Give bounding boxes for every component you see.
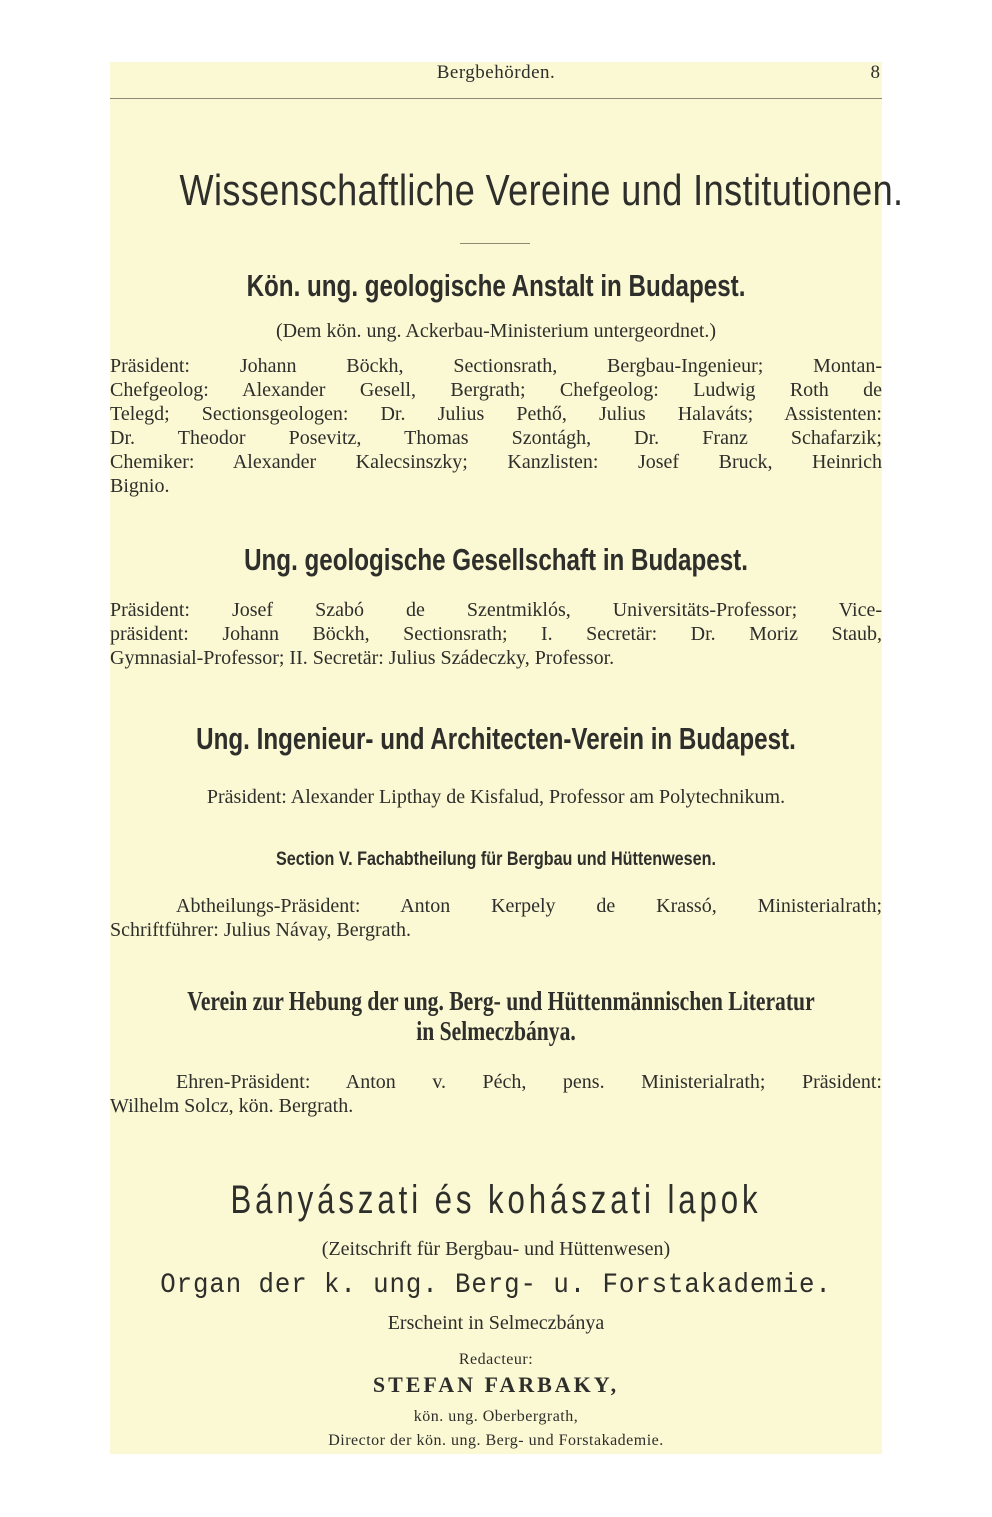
body-line: Bignio. [110, 475, 170, 497]
section-heading-ingenieur-verein: Ung. Ingenieur- und Architecten-Verein in Budapest. [196, 721, 796, 756]
section-body-verein [110, 1070, 882, 1118]
section-body-geologische-anstalt [110, 354, 882, 498]
advert-published: Erscheint in Selmeczbánya [387, 1312, 605, 1334]
section-heading-verein-line1: Verein zur Hebung der ung. Berg- und Hüttenmännischen Literatur [187, 986, 815, 1016]
section-heading-geologische-gesellschaft: Ung. geologische Gesellschaft in Budapest. [244, 542, 748, 577]
body-line: Wilhelm Solcz, kön. Bergrath. [110, 1095, 354, 1117]
section-subtitle: (Dem kön. ung. Ackerbau-Ministerium untergeordnet.) [275, 320, 717, 342]
body-line: Präsident: Josef Szabó de Szentmiklós, Universitäts-Professor; Vice- [110, 599, 882, 621]
advert-editor-name: STEFAN FARBAKY, [372, 1372, 620, 1397]
body-line: Telegd; Sectionsgeologen: Dr. Julius Pethő, Julius Halaváts; Assistenten: [110, 403, 882, 425]
document-page [110, 62, 904, 1454]
advert-editor-role: Director der kön. ung. Berg- und Forstakademie. [328, 1432, 664, 1449]
body-line: Chemiker: Alexander Kalecsinszky; Kanzlisten: Josef Bruck, Heinrich [110, 451, 882, 473]
subsection-body-section-v [110, 894, 882, 942]
section-heading-verein-line2: in Selmeczbánya. [416, 1016, 576, 1046]
body-line: Ehren-Präsident: Anton v. Péch, pens. Ministerialrath; Präsident: [176, 1071, 882, 1093]
advert-title: Bányászati és kohászati lapok [230, 1178, 762, 1222]
title-divider [460, 243, 530, 244]
body-line: Präsident: Johann Böckh, Sectionsrath, Bergbau-Ingenieur; Montan- [110, 355, 882, 377]
section-body-ingenieur-verein: Präsident: Alexander Lipthay de Kisfalud, Professor am Polytechnikum. [206, 786, 786, 808]
section-body-geologische-gesellschaft [110, 598, 882, 670]
subsection-heading-section-v: Section V. Fachabtheilung für Bergbau und Hüttenwesen. [275, 849, 716, 870]
advert-subtitle: (Zeitschrift für Bergbau- und Hüttenwesen) [321, 1238, 671, 1260]
body-line: Abtheilungs-Präsident: Anton Kerpely de Krassó, Ministerialrath; [176, 895, 882, 917]
body-line: Chefgeolog: Alexander Gesell, Bergrath; Chefgeolog: Ludwig Roth de [110, 379, 882, 401]
page-number: 8 [870, 62, 880, 83]
body-line: Schriftführer: Julius Návay, Bergrath. [110, 919, 412, 941]
body-line: Gymnasial-Professor; II. Secretär: Julius Szádeczky, Professor. [110, 647, 615, 669]
advert-editor-label: Redacteur: [458, 1351, 534, 1368]
body-line: Dr. Theodor Posevitz, Thomas Szontágh, Dr. Franz Schafarzik; [110, 427, 882, 449]
advert-organ: Organ der k. ung. Berg- u. Forstakademie. [160, 1270, 832, 1301]
section-heading-geologische-anstalt: Kön. ung. geologische Anstalt in Budapest. [246, 268, 746, 303]
header-divider [110, 98, 882, 99]
body-line: präsident: Johann Böckh, Sectionsrath; I. Secretär: Dr. Moriz Staub, [110, 623, 882, 645]
running-header: Bergbehörden. [436, 62, 556, 83]
page-title: Wissenschaftliche Vereine und Institutionen. [179, 166, 904, 215]
advert-editor-title: kön. ung. Oberbergrath, [413, 1408, 579, 1425]
